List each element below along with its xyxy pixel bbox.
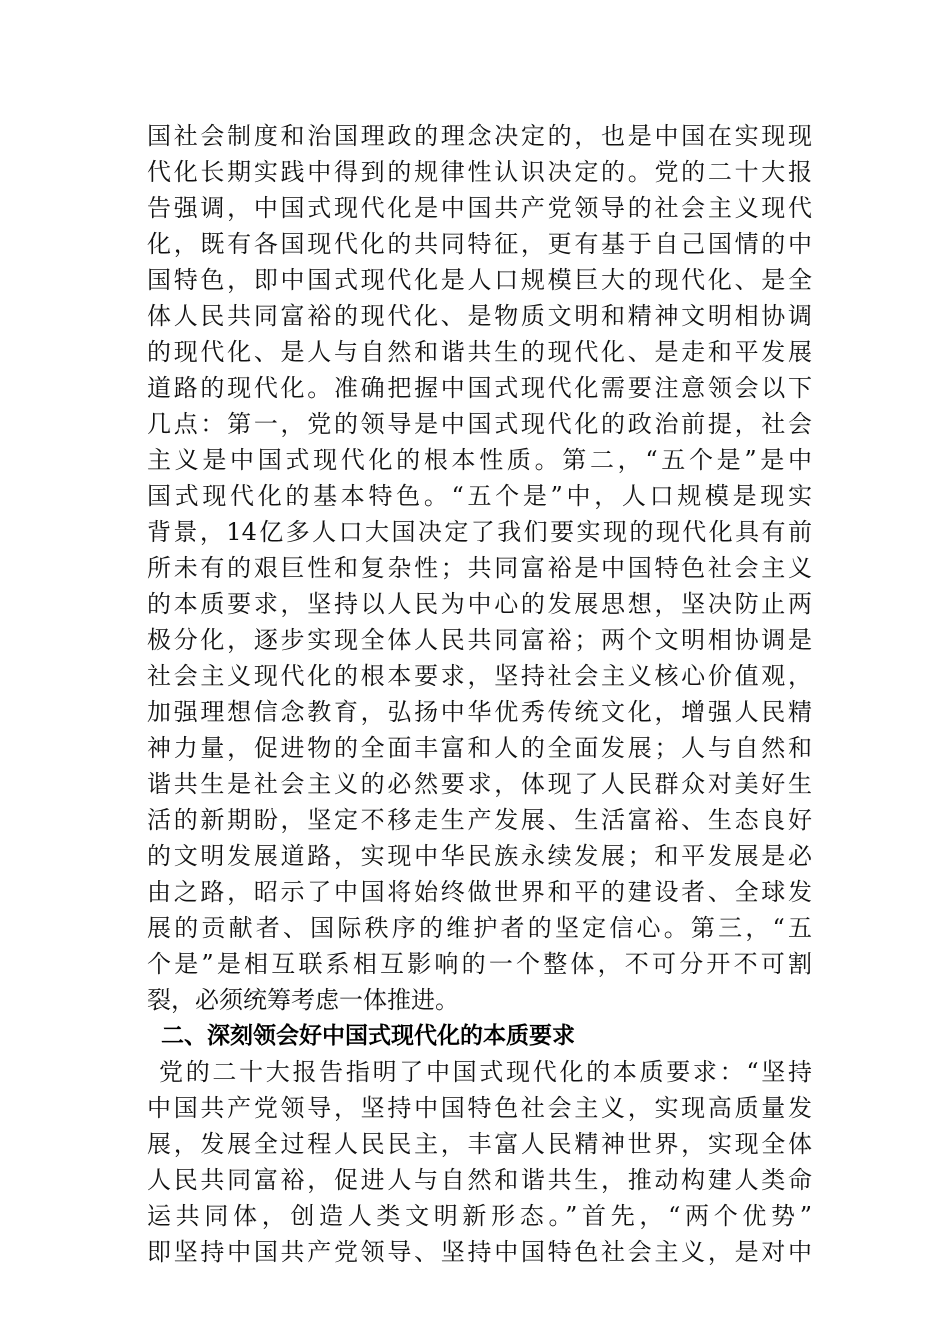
paragraph-line: 的现代化、是人与自然和谐共生的现代化、是走和平发展 — [147, 338, 812, 366]
paragraph-line: 谐共生是社会主义的必然要求，体现了人民群众对美好生 — [147, 770, 812, 798]
paragraph-line: 由之路，昭示了中国将始终做世界和平的建设者、全球发 — [147, 878, 812, 906]
paragraph-line: 中国共产党领导，坚持中国特色社会主义，实现高质量发 — [147, 1094, 812, 1122]
paragraph-line: 党的二十大报告指明了中国式现代化的本质要求：“坚持 — [159, 1058, 812, 1086]
paragraph-line: 极分化，逐步实现全体人民共同富裕；两个文明相协调是 — [147, 626, 812, 654]
paragraph-line: 化，既有各国现代化的共同特征，更有基于自己国情的中 — [147, 230, 812, 258]
paragraph-line: 代化长期实践中得到的规律性认识决定的。党的二十大报 — [147, 158, 812, 186]
paragraph-line: 几点：第一，党的领导是中国式现代化的政治前提，社会 — [147, 410, 812, 438]
document-body — [147, 118, 812, 1270]
paragraph-2 — [147, 1054, 812, 1270]
paragraph-line: 体人民共同富裕的现代化、是物质文明和精神文明相协调 — [147, 302, 812, 330]
paragraph-line: 国特色，即中国式现代化是人口规模巨大的现代化、是全 — [147, 266, 812, 294]
paragraph-line: 裂，必须统筹考虑一体推进。 — [147, 986, 459, 1014]
paragraph-line: 展的贡献者、国际秩序的维护者的坚定信心。第三，“五 — [147, 914, 812, 942]
paragraph-1 — [147, 118, 812, 1018]
paragraph-line: 主义是中国式现代化的根本性质。第二，“五个是”是中 — [147, 446, 812, 474]
paragraph-line: 展，发展全过程人民民主，丰富人民精神世界，实现全体 — [147, 1130, 812, 1158]
paragraph-line: 即坚持中国共产党领导、坚持中国特色社会主义，是对中 — [147, 1238, 812, 1266]
paragraph-line: 的本质要求，坚持以人民为中心的发展思想，坚决防止两 — [147, 590, 812, 618]
paragraph-line: 国社会制度和治国理政的理念决定的，也是中国在实现现 — [147, 122, 812, 150]
paragraph-line: 运共同体，创造人类文明新形态。”首先，“两个优势” — [147, 1202, 812, 1230]
paragraph-line: 所未有的艰巨性和复杂性；共同富裕是中国特色社会主义 — [147, 554, 812, 582]
paragraph-line: 活的新期盼，坚定不移走生产发展、生活富裕、生态良好 — [147, 806, 812, 834]
paragraph-line: 的文明发展道路，实现中华民族永续发展；和平发展是必 — [147, 842, 812, 870]
paragraph-line: 背景，14亿多人口大国决定了我们要实现的现代化具有前 — [147, 518, 812, 546]
paragraph-line: 国式现代化的基本特色。“五个是”中，人口规模是现实 — [147, 482, 812, 510]
paragraph-line: 个是”是相互联系相互影响的一个整体，不可分开不可割 — [147, 950, 812, 978]
paragraph-line: 告强调，中国式现代化是中国共产党领导的社会主义现代 — [147, 194, 812, 222]
paragraph-line: 人民共同富裕，促进人与自然和谐共生，推动构建人类命 — [147, 1166, 812, 1194]
paragraph-line: 社会主义现代化的根本要求，坚持社会主义核心价值观， — [147, 662, 812, 690]
paragraph-line: 神力量，促进物的全面丰富和人的全面发展；人与自然和 — [147, 734, 812, 762]
paragraph-line: 道路的现代化。准确把握中国式现代化需要注意领会以下 — [147, 374, 812, 402]
section-heading: 二、深刻领会好中国式现代化的本质要求 — [161, 1023, 575, 1049]
paragraph-line: 加强理想信念教育，弘扬中华优秀传统文化，增强人民精 — [147, 698, 812, 726]
